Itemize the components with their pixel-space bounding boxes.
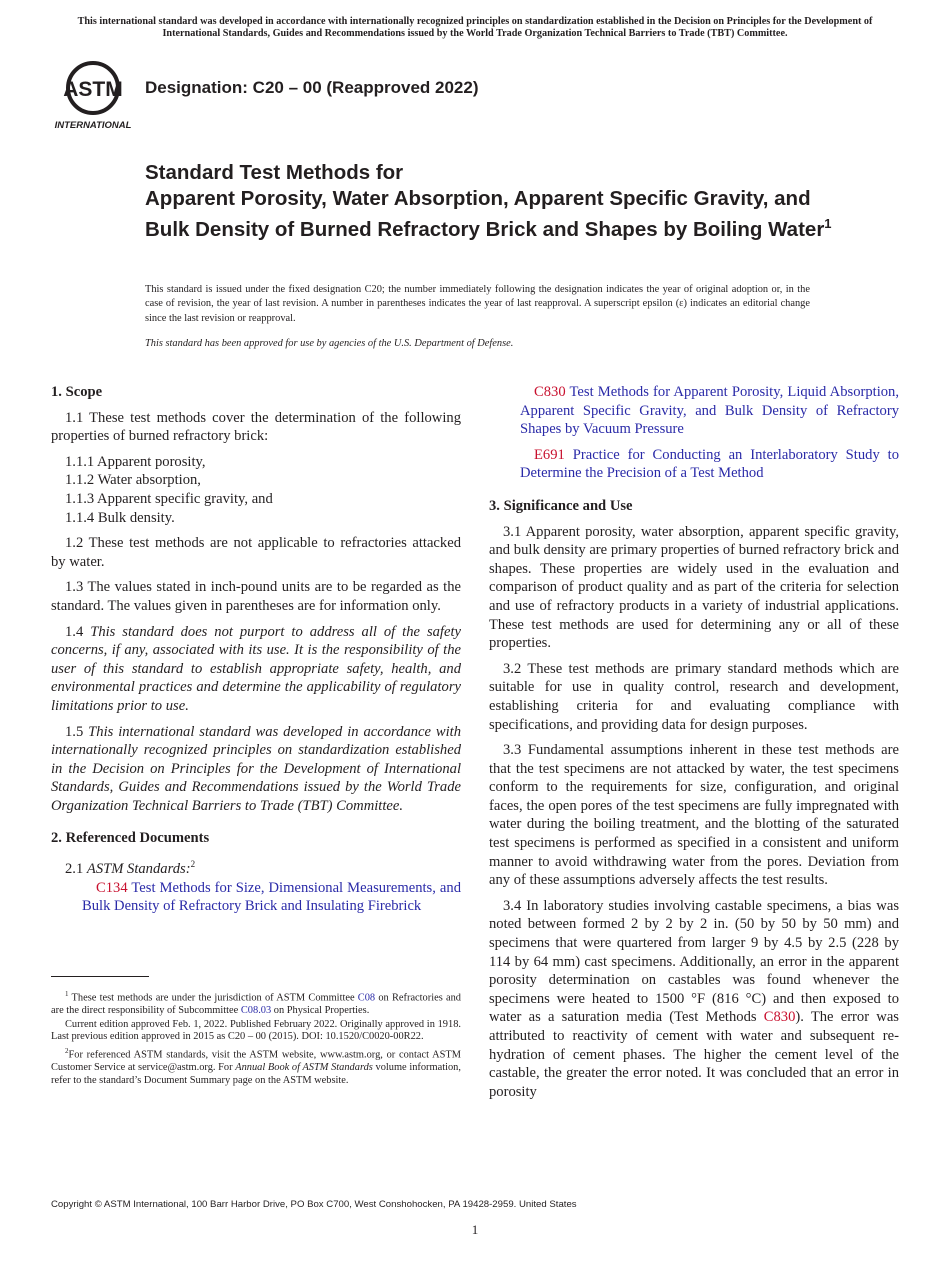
footnote-edition: Current edition approved Feb. 1, 2022. Published February 2022. Originally approved in 1918. Last previous edition approved in 2015 as C20 – 00 (2015). DOI: 10.1520/C0020-00R22. — [51, 1018, 461, 1043]
paragraph-3-4 — [489, 897, 899, 1102]
committee-link[interactable]: C08 — [357, 992, 376, 1004]
paragraph-number: 2.1 — [65, 860, 84, 877]
paragraph-3-3: 3.3 Fundamental assumptions inherent in these test methods are that the test specimens are not attacked by water, the test specimens conform to the requirements for size, configuration, and original faces, the open pores of the test specimens are fully impregnated with water during the boiling treatment, and the blotting of the saturated test specimens is performed as specified in a consistent and uniform manner to avoid withdrawing water from the pores. Deviation from any of these assumptions adversely affects the test results. — [489, 742, 899, 889]
list-item: 1.1.4 Bulk density. — [65, 509, 175, 526]
section-heading-scope: 1. Scope — [51, 384, 103, 400]
designation: Designation: C20 – 00 (Reapproved 2022) — [145, 78, 479, 97]
paragraph-3-1: 3.1 Apparent porosity, water absorption, apparent specific gravity, and bulk density are primary properties of burned refractory brick and shapes. These properties are widely used in the evaluation and comparison of product quality and as part of the criteria for selection and use of refractory products in a variety of industrial applications. These test methods are used for determining any or all of these properties. — [489, 523, 899, 652]
annual-book-title: Annual Book of ASTM Standards — [235, 1061, 373, 1073]
c830-link[interactable]: C830 — [763, 1009, 796, 1026]
astm-logo — [52, 58, 134, 132]
document-title — [145, 160, 845, 242]
section-heading-significance: 3. Significance and Use — [489, 497, 633, 514]
safety-statement: This standard does not purport to address all of the safety concerns, if any, associated with its use. It is the responsibility of the user of this standard to establish appropriate safety, health, and environmental practices and determine the applicability of regulatory limitations prior to use. — [51, 623, 461, 714]
footnote-divider — [51, 976, 149, 977]
footnote-mark: 1 — [65, 990, 69, 998]
paragraph-number: 1.4 — [65, 623, 84, 640]
copyright-notice: Copyright © ASTM International, 100 Barr Harbor Drive, PO Box C700, West Conshohocken, PA 19428-2959. United States — [51, 1199, 577, 1210]
paragraph-1-5 — [51, 723, 461, 816]
paragraph-number: 1.5 — [65, 723, 84, 740]
footnote-text: volume information, refer to the standard’s Document Summary page on the ASTM website. — [51, 1061, 461, 1086]
subcommittee-link[interactable]: C08.03 — [240, 1005, 272, 1017]
footnotes — [51, 988, 461, 1088]
paragraph-1-4 — [51, 623, 461, 716]
list-item: 1.1.3 Apparent specific gravity, and — [65, 490, 273, 507]
section-heading-referenced: 2. Referenced Documents — [51, 830, 210, 847]
footnote-text: These test methods are under the jurisdiction of ASTM Committee — [71, 992, 358, 1004]
footnote-2 — [51, 1045, 461, 1087]
title-footnote-mark[interactable]: 1 — [824, 216, 832, 231]
right-column — [489, 383, 899, 1108]
reference-title-link[interactable]: Test Methods for Apparent Porosity, Liquid Absorption, Apparent Specific Gravity, and Bulk Density of Refractory Shapes by Vacuum Pressure — [520, 384, 899, 438]
logo-text: ASTM — [63, 78, 123, 101]
paragraph-text: 3.4 In laboratory studies involving castable specimens, a bias was noted between formed 2 by 2 by 2 in. (50 by 50 by 50 mm) and specimens that were quartered from larger 9 by 4.5 by 2.5 (228 by 114 by 64 mm) cast specimens. Additionally, an error in the apparent porosity determination on castables was found whenever the specimens were heated to 1500 °F (816 °C) and then exposed to water as a saturation media (Test Methods — [489, 897, 899, 1026]
logo-subtext: INTERNATIONAL — [54, 120, 132, 131]
reference-title-link[interactable]: Practice for Conducting an Interlaboratory Study to Determine the Precision of a Test Method — [520, 446, 899, 482]
footnote-mark[interactable]: 2 — [190, 859, 196, 870]
footnote-1 — [51, 988, 461, 1018]
list-item: 1.1.1 Apparent porosity, — [65, 453, 206, 470]
title-line-1: Standard Test Methods for — [145, 161, 404, 184]
left-column — [51, 383, 461, 923]
reference-code-link[interactable]: E691 — [534, 446, 565, 463]
title-line-2: Apparent Porosity, Water Absorption, Apparent Specific Gravity, and Bulk Density of Burned Refractory Brick and Shapes by Boiling Water — [145, 186, 825, 241]
paragraph-1-1: 1.1 These test methods cover the determination of the following properties of burned refractory brick: — [51, 409, 461, 445]
reference-code-link[interactable]: C134 — [96, 879, 128, 896]
wto-statement: This international standard was developed in accordance with internationally recognized principles on standardization established in the Decision on Principles for the Development of International Standards, Guides and Recommendations issued by the World Trade Organization Technical Barriers to Trade (TBT) Committee. — [51, 723, 462, 814]
paragraph-text: ). The error was attributed to reactivity of cement with water and subsequent re-hydration of cement phases. The higher the cement level of the castable, the greater the error noted. It was concluded that an error in porosity — [489, 1009, 899, 1100]
designation-notice: This standard is issued under the fixed designation C20; the number immediately following the designation indicates the year of original adoption or, in the case of revision, the year of last revision. A number in parentheses indicates the year of last reapproval. A superscript epsilon (ε) indicates an editorial change since the last revision or reapproval. — [145, 284, 810, 324]
paragraph-1-2: 1.2 These test methods are not applicable to refractories attacked by water. — [51, 535, 461, 570]
paragraph-3-2: 3.2 These test methods are primary standard methods which are suitable for use in quality control, research and development, establishing criteria for and evaluating compliance with specifications, and providing data for design purposes. — [489, 660, 899, 733]
paragraph-1-3: 1.3 The values stated in inch-pound units are to be regarded as the standard. The values given in parentheses are for information only. — [51, 579, 461, 614]
footnote-text: on Refractories and are the direct responsibility of Subcommittee — [51, 992, 461, 1017]
page-number: 1 — [471, 1222, 479, 1237]
footnote-mark: 2 — [65, 1046, 69, 1055]
dod-notice: This standard has been approved for use by agencies of the U.S. Department of Defense. — [145, 338, 514, 349]
reference-code-link[interactable]: C830 — [534, 384, 566, 400]
reference-item — [489, 446, 899, 483]
reference-item — [489, 383, 899, 439]
paragraph-2-1 — [51, 855, 461, 878]
astm-standards-label: ASTM Standards: — [86, 860, 191, 877]
standard-banner: This international standard was developed in accordance with internationally recognized principles on standardization established in the Decision on Principles for the Development of International Standards, Guides and Recommendations issued by the World Trade Organization Technical Barriers to Trade (TBT) Committee. — [77, 16, 873, 39]
reference-title-link[interactable]: Test Methods for Size, Dimensional Measurements, and Bulk Density of Refractory Brick and Insulating Firebrick — [82, 879, 461, 915]
reference-item — [51, 879, 461, 916]
footnote-text: For referenced ASTM standards, visit the ASTM website, www.astm.org, or contact ASTM Customer Service at service@astm.org. For — [51, 1049, 461, 1073]
footnote-text: on Physical Properties. — [271, 1005, 370, 1017]
list-item: 1.1.2 Water absorption, — [65, 472, 201, 489]
